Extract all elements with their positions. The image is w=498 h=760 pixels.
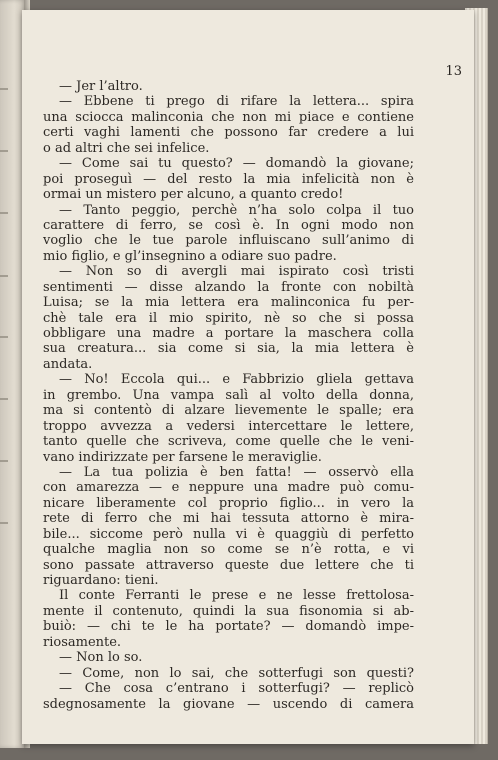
text-line: una sciocca malinconia che non mi piace e contiene	[43, 109, 414, 125]
text-line: carattere di ferro, se così è. In ogni modo non	[43, 217, 414, 233]
text-line: vano indirizzate per farsene le meraviglie.	[43, 449, 322, 465]
text-line: voglio che le tue parole influiscano sull’animo di	[43, 233, 414, 249]
text-line: buiò: — chi te le ha portate? — domandò impe-	[43, 619, 414, 635]
page-number: 13	[445, 64, 462, 79]
text-line: — Come, non lo sai, che sotterfugi son questi?	[59, 665, 414, 681]
text-line: ormai un mistero per alcuno, a quanto credo!	[43, 187, 344, 203]
text-line: — Non lo so.	[59, 650, 143, 666]
page-text	[43, 79, 414, 712]
text-line: Luisa; se la mia lettera era malinconica fu per-	[43, 295, 414, 311]
text-line: bile... siccome però nulla vi è quaggiù di perfetto	[43, 526, 414, 542]
text-line: mente il contenuto, quindi la sua fisonomia si ab-	[43, 603, 414, 619]
text-line: rete di ferro che mi hai tessuta attorno è mira-	[43, 511, 414, 527]
text-line: certi vaghi lamenti che possono far credere a lui	[43, 125, 414, 141]
text-line: — Non so di avergli mai ispirato così tristi	[59, 264, 414, 280]
text-line: — Jer l’altro.	[59, 79, 143, 94]
text-line: — La tua polizia è ben fatta! — osservò ella	[59, 464, 414, 480]
text-line: chè tale era il mio spirito, nè so che si possa	[43, 310, 414, 326]
text-line: qualche maglia non so come se n’è rotta, e vi	[43, 542, 414, 558]
text-line: o ad altri che sei infelice.	[43, 140, 210, 156]
book-page	[22, 10, 474, 744]
text-line: mio figlio, e gl’insegnino a odiare suo padre.	[43, 248, 337, 264]
text-line: sdegnosamente la giovane — uscendo di camera	[43, 696, 414, 712]
text-line: Il conte Ferranti le prese e ne lesse frettolosa-	[59, 588, 414, 604]
text-line: obbligare una madre a portare la maschera colla	[43, 326, 414, 341]
text-line: nicare liberamente col proprio figlio... in vero la	[43, 495, 414, 511]
text-line: — No! Eccola qui... e Fabbrizio gliela gettava	[59, 372, 414, 388]
text-line: troppo avvezza a vedersi intercettare le lettere,	[43, 418, 414, 434]
text-line: — Ebbene ti prego di rifare la lettera... spira	[59, 94, 414, 110]
text-line: ma si contentò di alzare lievemente le spalle; era	[43, 403, 414, 419]
text-line: con amarezza — e neppure una madre può comu-	[43, 480, 414, 496]
text-line: poi proseguì — del resto la mia infelicità non è	[43, 171, 414, 187]
text-line: andata.	[43, 356, 93, 372]
text-line: — Che cosa c’entrano i sotterfugi? — replicò	[59, 681, 414, 697]
text-line: tanto quelle che scriveva, come quelle che le veni-	[43, 434, 414, 450]
text-line: sono passate attraverso queste due lettere che ti	[43, 557, 414, 573]
text-line: sentimenti — disse alzando la fronte con nobiltà	[43, 279, 414, 295]
text-line: — Tanto peggio, perchè n’ha solo colpa il tuo	[59, 202, 414, 218]
text-line: riosamente.	[43, 634, 122, 650]
text-line: — Come sai tu questo? — domandò la giovane;	[59, 156, 414, 172]
text-line: in grembo. Una vampa salì al volto della donna,	[43, 387, 414, 403]
text-line: sua creatura... sia come si sia, la mia lettera è	[43, 341, 414, 357]
text-line: riguardano: tieni.	[43, 573, 159, 588]
